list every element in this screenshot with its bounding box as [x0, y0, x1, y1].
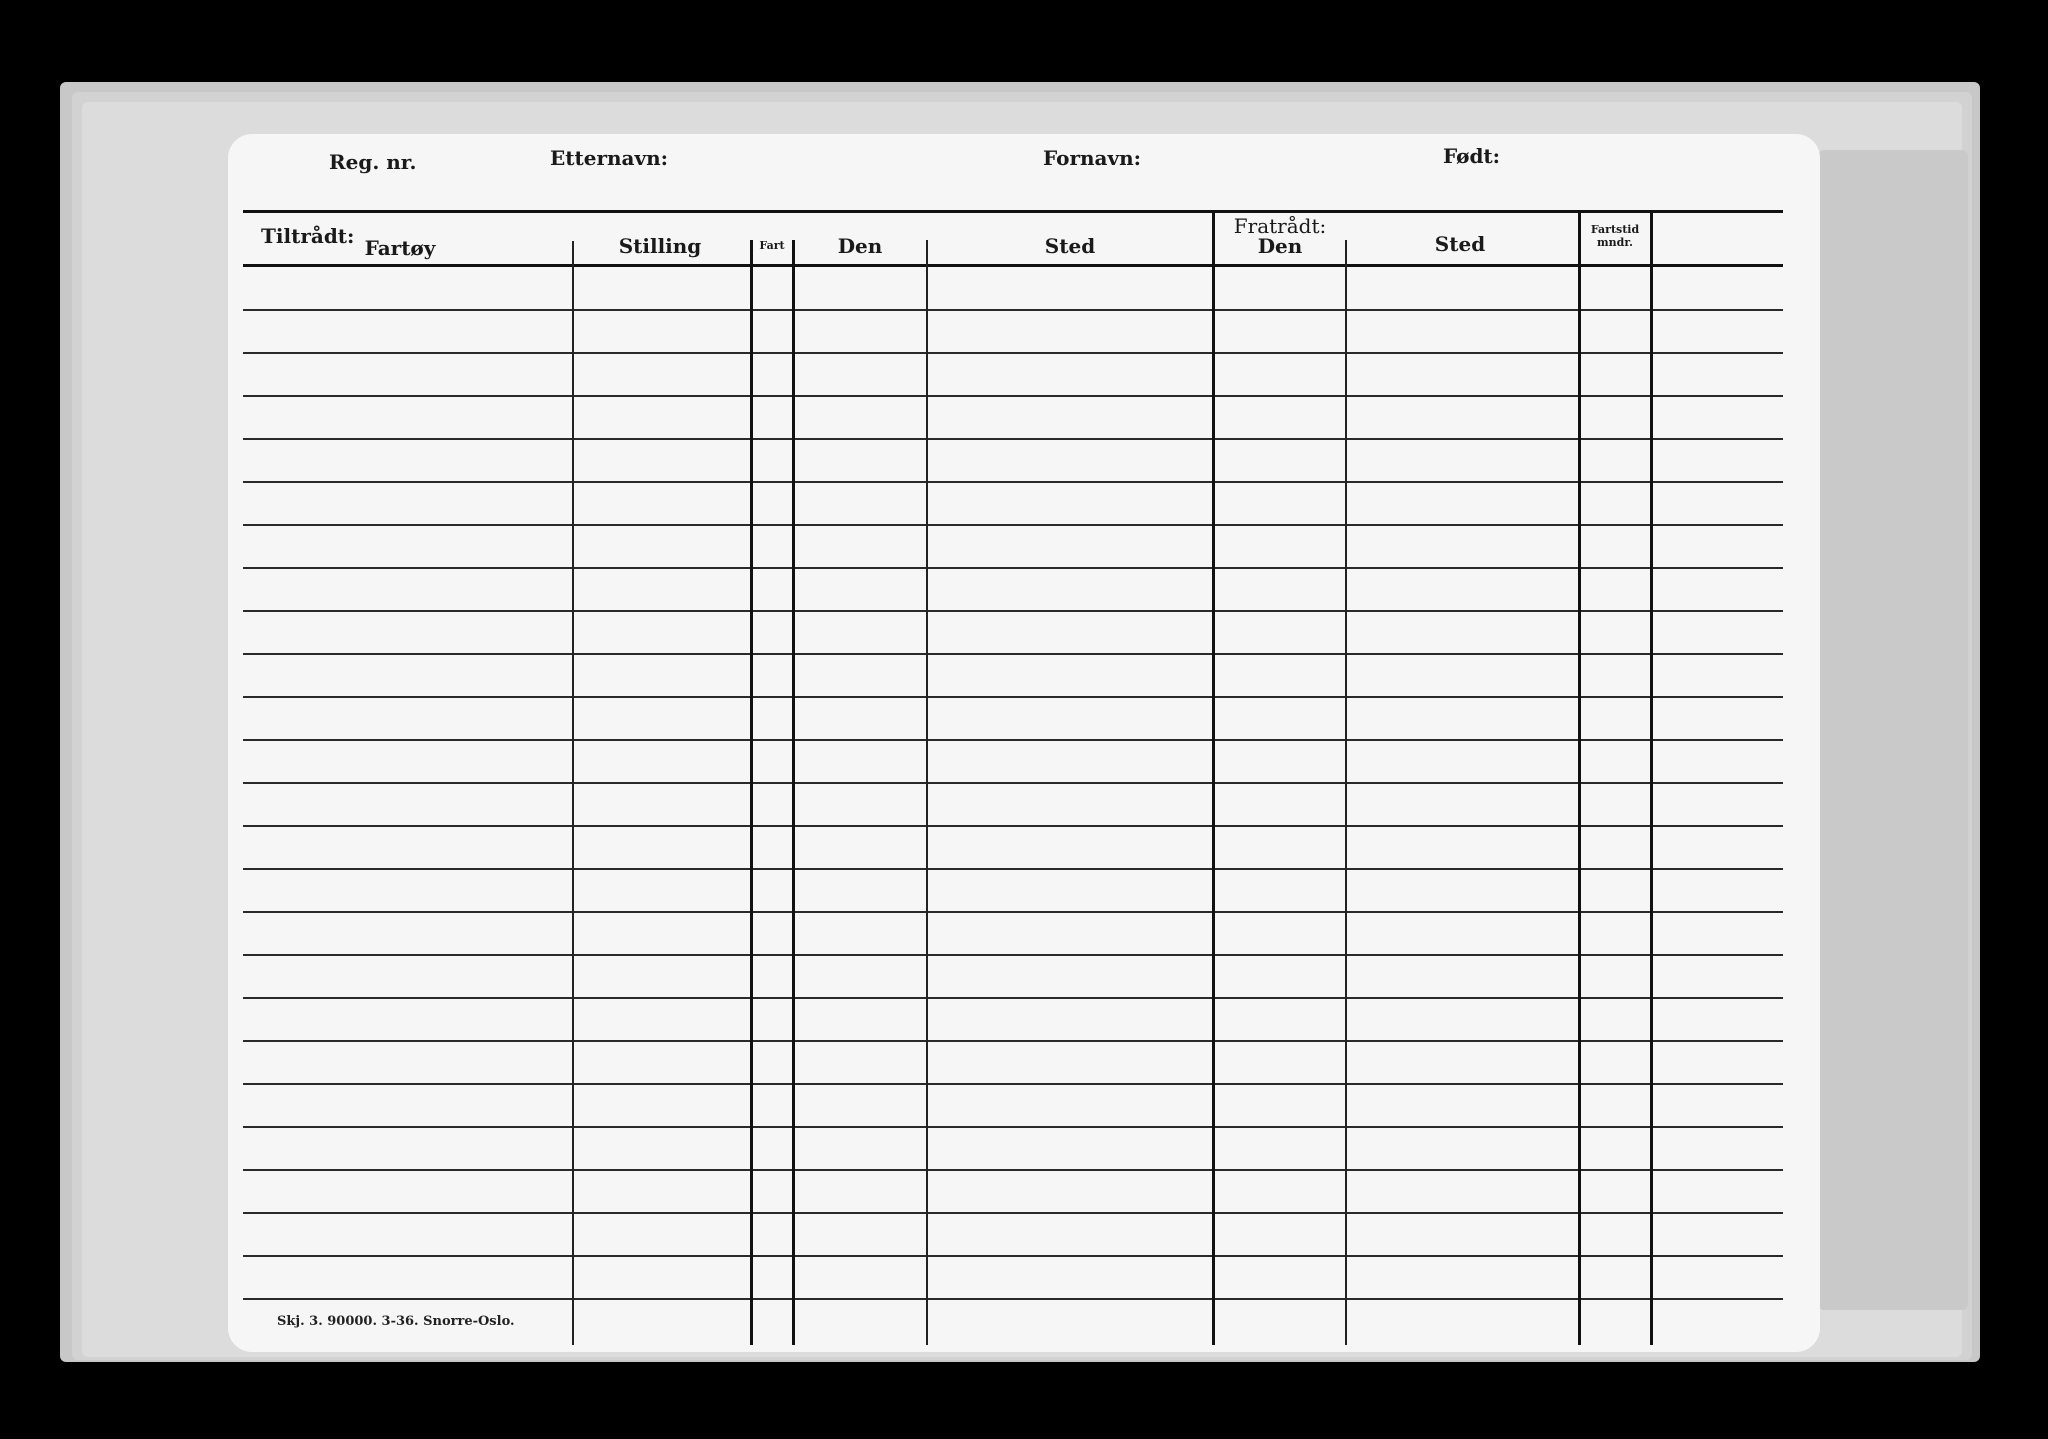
table-row-line: [243, 1083, 1783, 1085]
table-row-line: [243, 782, 1783, 784]
table-row-line: [243, 911, 1783, 913]
card-stack-edge: [1818, 150, 1968, 1310]
column-divider: [792, 240, 795, 1345]
table-row-line: [243, 696, 1783, 698]
table-row-line: [243, 1298, 1783, 1300]
fodt-label: Født:: [1443, 144, 1501, 168]
fratradt-label: Fratrådt:: [1233, 214, 1327, 238]
fornavn-label: Fornavn:: [1043, 146, 1142, 170]
table-row-line: [243, 1255, 1783, 1257]
column-divider: [1650, 212, 1653, 1345]
table-row-line: [243, 309, 1783, 311]
table-row-line: [243, 739, 1783, 741]
column-header-mndr: mndr.: [1597, 236, 1633, 249]
column-header-den-tiltradt: Den: [837, 234, 883, 258]
column-header-fart: Fart: [759, 239, 785, 252]
table-row-line: [243, 954, 1783, 956]
table-row-line: [243, 567, 1783, 569]
column-divider: [1578, 212, 1581, 1345]
column-header-sted-tiltradt: Sted: [1044, 234, 1096, 258]
table-row-line: [243, 868, 1783, 870]
table-row-line: [243, 481, 1783, 483]
table-row-line: [243, 1169, 1783, 1171]
table-row-line: [243, 1212, 1783, 1214]
table-top-rule: [243, 210, 1783, 213]
table-header-rule: [243, 264, 1783, 267]
table-row-line: [243, 438, 1783, 440]
tiltradt-label: Tiltrådt:: [261, 224, 355, 248]
table-row-line: [243, 352, 1783, 354]
table-row-line: [243, 610, 1783, 612]
footer-print-info: Skj. 3. 90000. 3-36. Snorre-Oslo.: [277, 1314, 515, 1329]
table-row-line: [243, 395, 1783, 397]
column-divider: [1345, 240, 1347, 1345]
column-divider: [750, 240, 753, 1345]
column-header-stilling: Stilling: [618, 234, 702, 258]
table-row-line: [243, 653, 1783, 655]
column-header-den-fratradt: Den: [1257, 234, 1303, 258]
table-row-line: [243, 997, 1783, 999]
reg-nr-label: Reg. nr.: [329, 150, 417, 174]
table-row-line: [243, 825, 1783, 827]
table-row-line: [243, 1040, 1783, 1042]
table-row-line: [243, 1126, 1783, 1128]
etternavn-label: Etternavn:: [550, 146, 669, 170]
column-header-sted-fratradt: Sted: [1434, 232, 1486, 256]
column-divider: [926, 240, 928, 1345]
column-divider: [1212, 212, 1215, 1345]
column-header-fartoy: Fartøy: [364, 236, 436, 260]
column-header-fartstid: Fartstid: [1590, 223, 1640, 236]
column-divider: [572, 241, 574, 1345]
table-row-line: [243, 524, 1783, 526]
